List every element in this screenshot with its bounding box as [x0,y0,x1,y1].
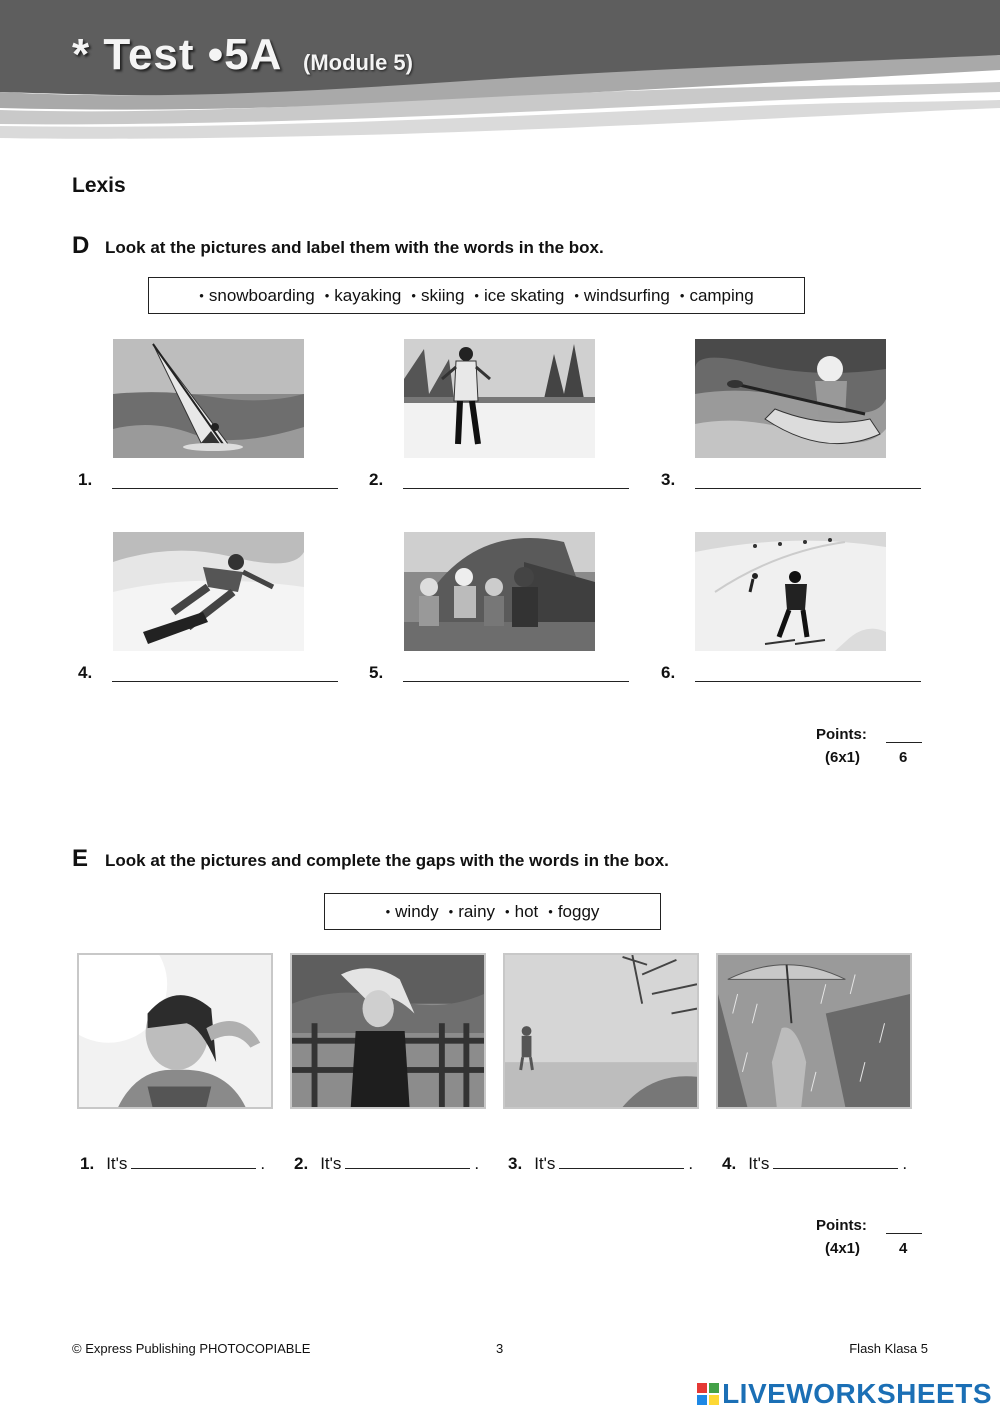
answer-blank[interactable] [403,488,629,489]
item-number: 4. [722,1154,737,1173]
answer-blank[interactable] [131,1154,256,1169]
points-total: 4 [899,1240,908,1257]
word-option: • ice skating [474,286,564,306]
answer-blank[interactable] [403,681,629,682]
section-title: Lexis [72,174,126,197]
word-option: • foggy [548,902,599,922]
item-number: 1. [78,470,93,489]
sentence-suffix: . [688,1154,694,1173]
points-total: 6 [899,749,908,766]
word-option: • windy [386,902,439,922]
item-number: 5. [369,663,384,682]
rainy-weather-photo [716,953,912,1109]
item-number: 1. [80,1154,95,1173]
word-option: • skiing [411,286,464,306]
word-option: • windsurfing [574,286,670,306]
gap-sentence [294,1154,479,1174]
skiing-photo [695,532,886,651]
sentence-prefix: It's [106,1154,128,1173]
answer-blank[interactable] [345,1154,470,1169]
hot-weather-photo [77,953,273,1109]
word-option: • rainy [449,902,495,922]
kayaking-photo [695,339,886,458]
points-score-blank[interactable] [886,742,922,743]
answer-blank[interactable] [112,681,338,682]
points-formula: (6x1) [825,749,861,766]
answer-blank[interactable] [773,1154,898,1169]
footer-book: Flash Klasa 5 [849,1341,928,1356]
gap-sentence [80,1154,265,1174]
word-option: • hot [505,902,538,922]
exercise-d-word-box [148,277,805,314]
item-number: 3. [661,470,676,489]
answer-blank[interactable] [695,488,921,489]
item-number: 2. [369,470,384,489]
windy-weather-photo [290,953,486,1109]
item-number: 4. [78,663,93,682]
points-label: Points: [816,726,867,743]
camping-photo [404,532,595,651]
points-formula: (4x1) [825,1240,861,1257]
footer-copyright: © Express Publishing PHOTOCOPIABLE [72,1341,311,1356]
exercise-e-instruction: Look at the pictures and complete the gaps with the words in the box. [105,851,669,870]
word-option: • camping [680,286,754,306]
liveworksheets-brand[interactable] [697,1378,992,1410]
snowboarding-photo [113,532,304,651]
brand-name: LIVEWORKSHEETS [722,1378,992,1409]
liveworksheets-logo-icon [697,1380,719,1402]
exercise-e-word-box [324,893,661,930]
sentence-prefix: It's [320,1154,342,1173]
exercise-d-instruction: Look at the pictures and label them with the words in the box. [105,238,604,257]
ice-skating-photo [404,339,595,458]
test-subtitle: (Module 5) [303,50,413,75]
sentence-prefix: It's [534,1154,556,1173]
answer-blank[interactable] [559,1154,684,1169]
sentence-prefix: It's [748,1154,770,1173]
points-label: Points: [816,1217,867,1234]
test-title: * Test •5A [72,30,283,79]
footer-page-number: 3 [496,1341,504,1356]
gap-sentence [508,1154,693,1174]
item-number: 6. [661,663,676,682]
word-option: • kayaking [325,286,402,306]
sentence-suffix: . [260,1154,266,1173]
item-number: 3. [508,1154,523,1173]
answer-blank[interactable] [695,681,921,682]
exercise-e-letter: E [72,845,89,872]
item-number: 2. [294,1154,309,1173]
foggy-weather-photo [503,953,699,1109]
sentence-suffix: . [474,1154,480,1173]
exercise-d-letter: D [72,232,90,259]
points-score-blank[interactable] [886,1233,922,1234]
windsurfing-photo [113,339,304,458]
word-option: • snowboarding [199,286,314,306]
gap-sentence [722,1154,907,1174]
sentence-suffix: . [902,1154,908,1173]
answer-blank[interactable] [112,488,338,489]
